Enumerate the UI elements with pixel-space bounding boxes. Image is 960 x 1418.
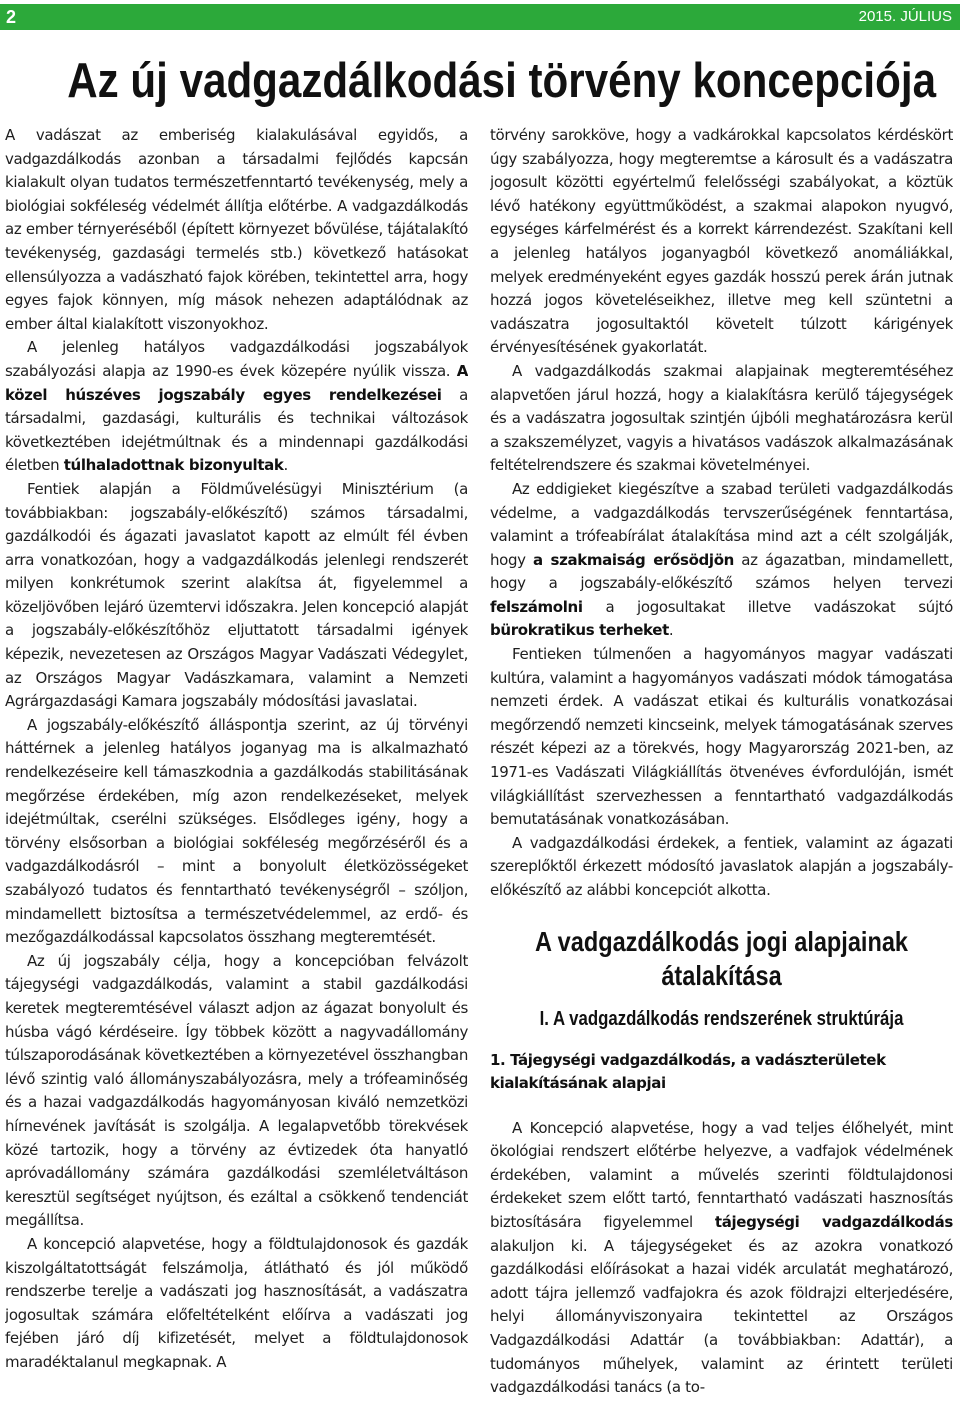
text-run: A vadgazdálkodási érdekek, a fentiek, valamint az ágazati szereplőktől érkezett módosító javaslatok alapján a jogszabály-előkészítő az alábbi koncepciót alkotta. (490, 833, 953, 899)
text-run: A jogszabály-előkészítő álláspontja szerint, az új törvényi háttérnek a jelenleg hatályos joganyag ma is alkalmazható rendelkezéseire kell támaszkodnia a gazdálkodás stabilitásának megőrzése érdekében, míg azon rendelkezéseket, melyek idejétmúltak, cserélni szükséges. Elsődleges igény, hogy a törvény elsősorban a biológiai sokféleség megőrzéséről és a vadgazdálkodásról – mint a bonyolult életközösségeket szabályozó tudatos és fenntartható tevékenységről – szóljon, mindamellett biztosítsa a természetvédelemmel, az erdő- és mezőgazdálkodással kapcsolatos összhang megteremtését. (5, 715, 468, 947)
paragraph (490, 478, 953, 643)
bold-text: A közel húszéves jogszabály egyes rendelkezései (5, 361, 468, 404)
text-run: Az eddigieket kiegészítve a szabad területi vadgazdálkodás védelme, a vadgazdálkodás tervszerűségének fenntartása, valamint a trófeabírálat átalakítása mind azt a célt szolgálják, hogy (490, 479, 953, 569)
text-run: az ágazatban, mindamellett, hogy a jogszabály-előkészítő számos helyen tervezi (490, 550, 953, 593)
text-run: A Koncepció alapvetése, hogy a vad teljes élőhelyét, mint ökológiai rendszert előtérbe helyezve, a vadfajok védelmének érdekében, valamint a művelés szerinti földtulajdonosi érdekeket szem előtt tartó, fenntartható vadászati hasznosítás biztosítására figyelemmel (490, 1118, 953, 1231)
paragraph (490, 1117, 953, 1400)
bold-text: felszámolni (490, 597, 583, 616)
text-run: A jelenleg hatályos vadgazdálkodási jogszabályok szabályozási alapja az 1990-es évek közepére nyúlik vissza. (5, 338, 468, 380)
paragraph (490, 832, 953, 903)
subsubsection-title: 1. Tájegységi vadgazdálkodás, a vadászterületek kialakításának alapjai (490, 1050, 886, 1092)
right-column (490, 124, 953, 1414)
text-run: . (283, 456, 288, 475)
paragraph (5, 336, 468, 478)
paragraph (5, 714, 468, 950)
paragraph (5, 478, 468, 714)
header-bar (0, 4, 960, 30)
bold-text: bürokratikus terheket (490, 621, 669, 640)
article-title: Az új vadgazdálkodási törvény koncepciója (67, 54, 937, 108)
text-run: alakuljon ki. A tájegységeket és az azokra vonatkozó gazdálkodási előírásokat a hazai vidék arculatát meghatározó, adott tájra jellemző vadfajokra és azok földrajzi elterjedésére, helyi állományviszonyaira tekintettel az Országos Vadgazdálkodási Adattár (a továbbiakban: Adattár), a tudományos műhelyek, valamint az érintett területi vadgazdálkodási tanács (a to- (490, 1236, 953, 1397)
text-run: törvény sarokköve, hogy a vadkárokkal kapcsolatos kérdéskört úgy szabályozza, hogy megteremtse a károsult és a vadászatra jogosult közötti egyértelmű felelősségi szabályokat, a köztük lévő hatékony együttműködést, a szakmai alapokon nyugvó, egységes kárfelmérést és a korrekt kárrendezést. Szakítani kell a jelenleg hatályos joganyagból következő anomáliákkal, melyek eredményeként egyes gazdák hosszú perek árán jutnak hozzá jogos követeléseikhez, illetve meg kell szüntetni a vadászatra jogosultaktól követelt túlzott kárigények érvényesítésének gyakorlatát. (490, 126, 953, 357)
paragraph (5, 124, 468, 336)
text-run: A koncepció alapvetése, hogy a földtulajdonosok és gazdák kiszolgáltatottságát felszámolja, átlátható és jól működő rendszerbe terelje a vadászati jog hasznosítását, a vadászatra jogosultak számára előfeltételként előírva a vadászati jog fejében járó díj kifizetését, melyet a földtulajdonosok maradéktalanul megkapnak. A (5, 1234, 468, 1371)
text-run: a jogosultakat illetve vadászokat sújtó (582, 597, 953, 616)
subsection-title: I. A vadgazdálkodás rendszerének struktúrája (539, 1007, 904, 1030)
paragraph (490, 643, 953, 832)
text-run: Az új jogszabály célja, hogy a koncepcióban felvázolt tájegységi vadgazdálkodás, valamint a stabil gazdálkodási keretek megteremtésével választ adjon az ágazat bonyolult és húsba vágó kérdéseire. Így többek között a nagyvadállomány túlszaporodásának következtében a környezetével összhangban lévő szintig való állományszabályozásra, mely a trófeaminőség és a hazai vadgazdálkodás hagyományosan kiváló nemzetközi hírnevének javítását is szolgálja. A legalapvetőbb törekvések közé tartozik, hogy a törvény az évtizedek óta hanyatló apróvadállomány számára gazdálkodási szemléletváltáson keresztül segítséget nyújtson, és ezáltal a csökkenő tendenciát megállítsa. (5, 951, 468, 1230)
right-paragraphs-before (490, 124, 953, 903)
page-number: 2 (6, 7, 17, 27)
text-run: Fentiek alapján a Földművelésügyi Minisztérium (a továbbiakban: jogszabály-előkészítő) számos társadalmi, gazdálkodói és ágazati javaslatot kapott az elmúlt fél évben arra vonatkozóan, hogy a vadgazdálkodás jelenlegi rendszerét milyen konkrétumok szerint alakítsa át, figyelemmel a közeljövőben lejáró üzemtervi időszakra. Jelen koncepció alapját a jogszabály-előkészítőhöz eljuttatott társadalmi igények képezik, nevezetesen az Országos Magyar Vadászati Védegylet, az Országos Magyar Vadászkamara, valamint a Nemzeti Agrárgazdasági Kamara jogszabály módosítási javaslatai. (5, 479, 468, 711)
bold-text: tájegységi vadgazdálkodás (714, 1212, 953, 1231)
issue-date: 2015. JÚLIUS (858, 8, 952, 25)
paragraph (490, 360, 953, 478)
right-paragraphs-after (490, 1117, 953, 1400)
text-run: a társadalmi, gazdasági, kulturális és technikai változások következtében idejétmúltnak és a mindennapi gazdálkodási életben (5, 385, 468, 475)
left-column (5, 124, 468, 1414)
paragraph (490, 124, 953, 360)
bold-text: túlhaladottnak bizonyultak (63, 456, 284, 475)
section-title: A vadgazdálkodás jogi alapjainak átalakítása (535, 925, 908, 991)
text-run: A vadászat az emberiség kialakulásával egyidős, a vadgazdálkodás azonban a társadalmi fejlődés kapcsán kialakult olyan tudatos természetfenntartó tevékenység, mely a biológiai sokféleség védelmét állítja előtérbe. A vadgazdálkodás az ember térnyeréséből (épített környezet bővülése, tájátalakító tevékenység, gazdasági termelés stb.) következő hatásokat ellensúlyozza a vadászható fajok körében, tekintettel arra, hogy egyes fajok könnyen, míg mások nehezen adaptálódnak az ember által kialakított viszonyokhoz. (5, 126, 468, 333)
paragraph (5, 1233, 468, 1375)
text-run: . (668, 621, 674, 640)
text-run: Fentieken túlmenően a hagyományos magyar vadászati kultúra, valamint a hagyományos vadászati módok támogatása nemzeti érdek. A vadászat etikai és kulturális vonatkozásai megőrzendő nemzeti kincseink, melyek támogatásának szerves részét képezi az a törekvés, hogy Magyarország 2021-ben, az 1971-es Vadászati Világkiállítás ötvenéves évfordulóján, ismét világkiállítást szervezhessen a fenntartható vadgazdálkodás bemutatásának vonatkozásában. (490, 645, 953, 829)
left-paragraphs (5, 124, 468, 1374)
paragraph (5, 950, 468, 1233)
bold-text: a szakmaiság erősödjön (532, 550, 735, 569)
text-run: A vadgazdálkodás szakmai alapjainak megteremtéséhez alapvetően járul hozzá, hogy a kialakításra kerülő tájegységek és a vadászatra jogosultak szintjén újbóli meghatározásra kerül a szakszemélyzet, vagyis a hivatásos vadászok alkalmazásának feltételrendszere és szakmai követelményei. (490, 361, 953, 475)
